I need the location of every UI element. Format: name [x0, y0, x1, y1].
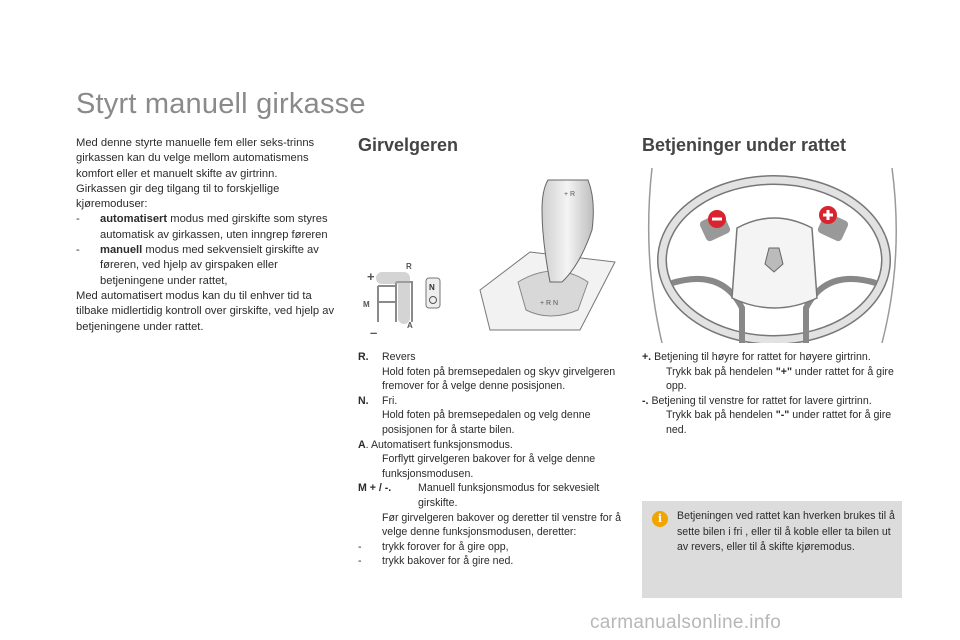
rattet-list [642, 350, 906, 438]
watermark: carmanualsonline.info [590, 612, 782, 633]
item-plus-step: Trykk bak på hendelen "+" under rattet for å gire opp. [666, 365, 894, 393]
plus-sign-v [827, 210, 830, 220]
intro-text [76, 136, 341, 335]
item-r-step: Hold foten på bremsepedalen og skyv girvelgeren fremover for å velge denne posisjonen. [382, 365, 616, 393]
gear-lever-illustration [470, 170, 620, 335]
plus-label: + [367, 269, 375, 284]
section-heading-rattet: Betjeninger under rattet [642, 135, 847, 155]
item-m-step: Før girvelgeren bakover og deretter til venstre for å velge denne funksjonsmodusen, deretter: [382, 511, 622, 539]
console-pattern-icon: + R N [540, 300, 559, 307]
gear-pattern-diagram [360, 258, 450, 338]
a-label: A [407, 321, 413, 330]
item-m: M + / -. Manuell funksjonsmodus for sekvesielt girskifte. [358, 482, 600, 509]
minus-sign [712, 218, 722, 221]
n-label: N [429, 283, 435, 292]
item-a: A. Automatisert funksjonsmodus. [358, 438, 513, 451]
item-gire-opp: - trykk forover for å gire opp, [358, 540, 509, 553]
intro-item-manuell: - manuell modus med sekvensielt girskifte av føreren, ved hjelp av girspaken eller betjeningene under rattet, [76, 244, 319, 287]
gate-path [382, 278, 404, 318]
item-a-step: Forflytt girvelgeren bakover for å velge denne funksjonsmodusen. [382, 453, 596, 480]
item-minus: -. Betjening til venstre for rattet for lavere girtrinn. [642, 394, 872, 407]
item-n-step: Hold foten på bremsepedalen og velg denne posisjonen for å starte bilen. [382, 409, 591, 436]
item-plus: +. Betjening til høyre for rattet for høyere girtrinn. [642, 351, 871, 363]
item-gire-ned: - trykk bakover for å gire ned. [358, 555, 514, 568]
girvelgeren-list [358, 350, 630, 569]
intro-paragraph-2: Girkassen gir deg tilgang til to forskjellige kjøremoduser: [76, 182, 280, 211]
section-heading-girvelgeren: Girvelgeren [358, 135, 459, 155]
intro-paragraph-1: Med denne styrte manuelle fem eller seks-trinns girkassen kan du velge mellom automatismens komfort eller et manuelt skifte av girtrinn. [76, 137, 315, 180]
r-label: R [406, 262, 412, 271]
page-title: Styrt manuell girkasse [76, 88, 366, 120]
minus-label: – [370, 325, 378, 338]
item-n: N. Fri. [358, 394, 398, 407]
info-icon: i [652, 511, 668, 527]
intro-item-automatisert: - automatisert modus med girskifte som styres automatisk av girkassen, uten inngrep føreren [76, 213, 328, 241]
intro-paragraph-3: Med automatisert modus kan du til enhver tid ta tilbake midlertidig kontroll over girskifte, ved hjelp av betjeningene under rattet. [76, 289, 335, 333]
item-r: R. Revers [358, 351, 416, 363]
info-text: Betjeningen ved rattet kan hverken brukes til å sette bilen i fri , eller til å koble eller ta bilen ut av revers, eller til å skifte kjøremodus. [677, 510, 895, 553]
m-label: M [363, 300, 370, 309]
knob-pattern-icon: + R [564, 191, 576, 198]
item-minus-step: Trykk bak på hendelen "-" under rattet for å gire ned. [666, 409, 892, 436]
steering-wheel-illustration [642, 168, 904, 343]
info-box [642, 501, 902, 598]
